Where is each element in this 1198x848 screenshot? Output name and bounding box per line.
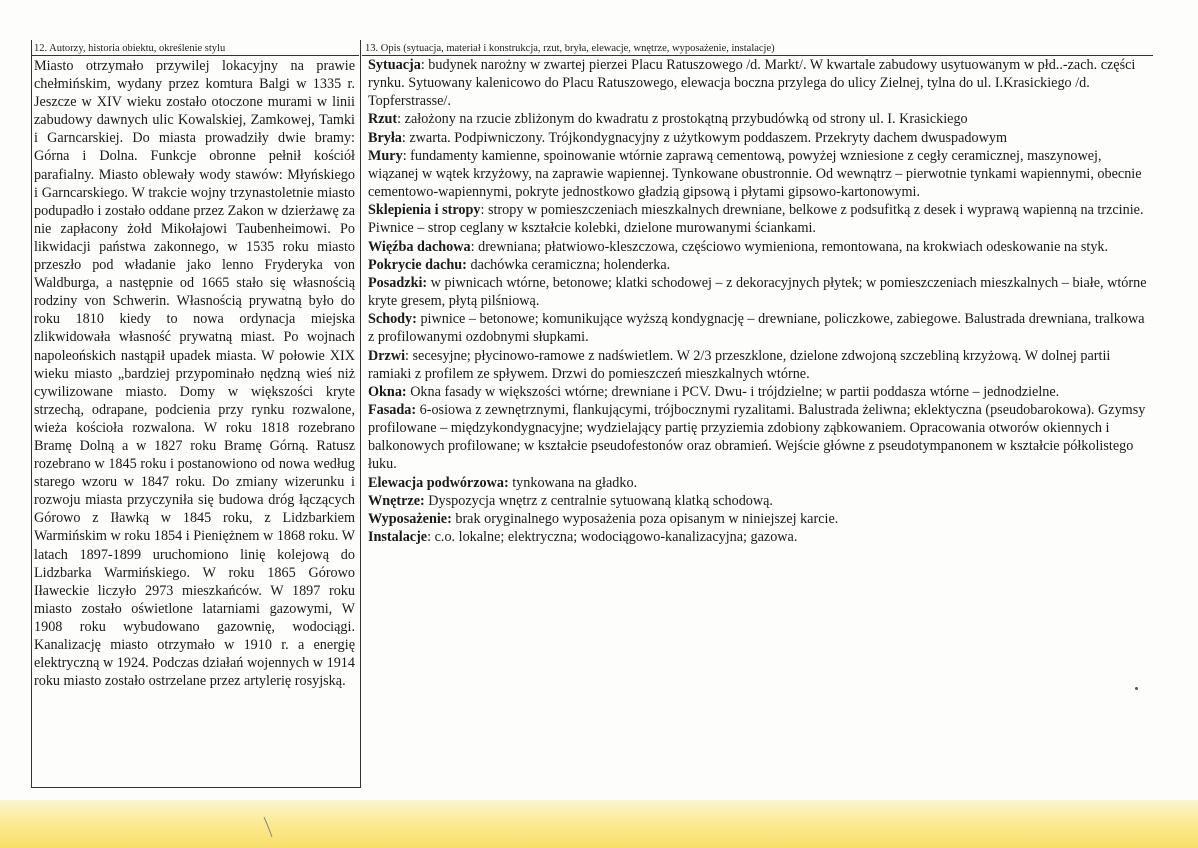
entry-label: Schody: bbox=[368, 311, 417, 328]
entry-label: Fasada: bbox=[368, 401, 417, 418]
entry-text: : c.o. lokalne; elektryczna; wodociągowo-kanalizacyjna; gazowa. bbox=[427, 529, 798, 546]
description-entry bbox=[368, 474, 1151, 492]
building-description bbox=[368, 56, 1151, 546]
entry-text: : stropy w pomieszczeniach mieszkalnych drewniane, belkowe z podsufitką z desek i wyprawą wapienną na trzcinie. Piwnice – strop ceglany w kształcie kolebki, dzielone murowanymi ściankami. bbox=[368, 202, 1144, 237]
entry-text: : fundamenty kamienne, spoinowanie wtórnie zaprawą cementową, powyżej wzniesione z cegły ceramicznej, maszynowej, wiązanej w wątek krzyżowy, na zaprawie wapiennej. Tynkowane obustronnie. Od wewnątrz – pierwotnie tynkami wapiennymi, obecnie cementowo-wapiennymi, pokryte jednostkowo gładzią gipsową i płytami gipsowo-kartonowymi. bbox=[368, 147, 1142, 201]
description-entry bbox=[368, 310, 1151, 346]
entry-text: 6-osiowa z zewnętrznymi, flankującymi, trójbocznymi ryzalitami. Balustrada żeliwna; eklektyczna (pseudobarokowa). Gzymsy profilowane – międzykondygnacyjne; wydzielający partię przyziemia zdobiony ząbkowaniem. Opracowania otworów okiennych i balkonowych profilowane; w kształcie pseudofestonów oraz obramień. Wejście główne z pseudotympanonem w kształcie półkolistego łuku. bbox=[368, 401, 1146, 473]
entry-label: Okna: bbox=[368, 383, 407, 400]
scan-edge-band bbox=[0, 800, 1198, 848]
description-entry bbox=[368, 510, 1151, 528]
speck bbox=[1135, 687, 1138, 690]
description-entry bbox=[368, 383, 1151, 401]
description-entry bbox=[368, 56, 1151, 110]
entry-text: dachówka ceramiczna; holenderka. bbox=[466, 256, 671, 273]
entry-text: Okna fasady w większości wtórne; drewniane i PCV. Dwu- i trójdzielne; w partii poddasza wtórne – jednodzielne. bbox=[406, 383, 1060, 400]
entry-text: piwnice – betonowe; komunikujące wyższą kondygnację – drewniane, policzkowe, zabiegowe. Balustrada drewniana, tralkowa z profilowanymi ozdobnymi słupkami. bbox=[368, 311, 1145, 346]
description-entry bbox=[368, 401, 1151, 474]
header-rule-left bbox=[31, 55, 359, 56]
entry-label: Rzut bbox=[368, 111, 398, 128]
entry-text: : secesyjne; płycinowo-ramowe z nadświetlem. W 2/3 przeszklone, dzielone zdwojoną szczebliną krzyżową. W dolnej partii ramiaki z profilem ze spływem. Drzwi do pomieszczeń mieszkalnych wtórne. bbox=[368, 347, 1111, 382]
entry-label: Sklepienia i stropy bbox=[368, 202, 481, 219]
entry-label: Wnętrze: bbox=[368, 492, 425, 509]
entry-label: Instalacje bbox=[368, 529, 428, 546]
entry-text: w piwnicach wtórne, betonowe; klatki schodowej – z dekoracyjnych płytek; w pomieszczeniach mieszkalnych – białe, wtórne kryte gresem, płytą pilśniową. bbox=[368, 274, 1147, 310]
entry-label: Mury bbox=[368, 147, 403, 164]
entry-label: Posadzki: bbox=[368, 274, 428, 291]
column-divider bbox=[360, 40, 361, 788]
column-border-left bbox=[31, 40, 32, 788]
description-entry bbox=[368, 492, 1151, 510]
section-12-header: 12. Autorzy, historia obiektu, określenie stylu bbox=[34, 43, 226, 54]
description-entry bbox=[368, 528, 1151, 546]
pencil-mark bbox=[262, 816, 274, 838]
entry-text: : zwarta. Podpiwniczony. Trójkondygnacyjny z użytkowym poddaszem. Przekryty dachem dwuspadowym bbox=[401, 129, 1007, 146]
entry-text: : założony na rzucie zbliżonym do kwadratu z prostokątną przybudówką od strony ul. I. Krasickiego bbox=[397, 111, 968, 128]
entry-label: Wyposażenie: bbox=[368, 510, 452, 527]
entry-text: : budynek narożny w zwartej pierzei Placu Ratuszowego /d. Markt/. W kwartale zabudowy usytuowanym w płd..-zach. części rynku. Sytuowany kalenicowo do Placu Ratuszowego, elewacja boczna przylega do ulicy Zielnej, tylna do ul. I.Krasickiego /d. Topferstrasse/. bbox=[368, 57, 1136, 110]
entry-text: tynkowana na gładko. bbox=[508, 474, 638, 491]
entry-label: Elewacja podwórzowa: bbox=[368, 474, 509, 491]
description-entry bbox=[368, 201, 1151, 237]
section-13-header: 13. Opis (sytuacja, materiał i konstrukcja, rzut, bryła, elewacje, wnętrze, wyposażenie, instalacje) bbox=[365, 43, 775, 54]
description-entry bbox=[368, 274, 1151, 310]
description-entry bbox=[368, 347, 1151, 383]
description-entry bbox=[368, 238, 1151, 256]
entry-text: Dyspozycja wnętrz z centralnie sytuowaną klatką schodową. bbox=[424, 492, 773, 509]
entry-text: brak oryginalnego wyposażenia poza opisanym w niniejszej karcie. bbox=[451, 510, 839, 527]
history-text: Miasto otrzymało przywilej lokacyjny na prawie chełmińskim, wydany przez komtura Balgi w 1335 r. Jeszcze w XIV wieku zostało otoczone murami w linii zabudowy dawnych ulic Kowalskiej, Zamkowej, Tamki i Garncarskiej. Do miasta prowadziły dwie bramy: Górna i Dolna. Funkcje obronne pełnił kościół parafialny. Miasto oblewały wody stawów: Młyńskiego i Garncarskiego. W trakcie wojny trzynastoletnie miasto podupadło i zostało oddane przez Zakon w dzierżawę za nie zapłacony żołd Mikołajowi Taubenheimowi. Po likwidacji państwa zakonnego, w 1535 roku miasto przeszło pod władanie jako lenno Fryderyka von Waldburga, a następnie od 1665 stało się własnością rodziny von Schwerin. Własnością prywatną było do roku 1810 kiedy to nowa ordynacja miejska zlikwidowała własność prywatną miast. Po wojnach napoleońskich nastąpił upadek miasta. W połowie XIX wieku miasto „bardziej przypominało nędzną wieś niż cywilizowane miasto. Domy w większości kryte strzechą, odrapane, podcienia przy rynku rozwalone, wieża kościoła rozwalona. W roku 1818 rozebrano Bramę Dolną a w 1827 roku Bramę Górną. Ratusz rozebrano w 1845 roku i postanowiono od nowa według starego wzoru w 1847 roku. Do zmiany wizerunku i rozwoju miasta przyczyniła się budowa dróg łączących Górowo z Iławką w 1845 roku, z Lidzbarkiem Warmińskim w roku 1854 i Pieniężnem w 1868 roku. W latach 1897-1899 uruchomiono linię kolejową do Lidzbarka Warmińskiego. W roku 1865 Górowo Iławeckie liczyło 2973 mieszkańców. W 1897 roku miasto zostało oświetlone latarniami gazowymi, W 1908 roku wybudowano gazownię, wodociągi. Kanalizację miasto otrzymało w 1910 r. a energię elektryczną w 1924. Podczas działań wojennych w 1914 roku miasto zostało ostrzelane przez artylerię rosyjską. bbox=[34, 58, 355, 690]
entry-label: Bryła bbox=[368, 129, 402, 146]
entry-label: Drzwi bbox=[368, 347, 406, 364]
description-entry bbox=[368, 256, 1151, 274]
entry-label: Sytuacja bbox=[368, 57, 421, 73]
entry-text: : drewniana; płatwiowo-kleszczowa, częściowo wymieniona, remontowana, na krokwiach odeskowanie na styk. bbox=[470, 238, 1109, 255]
description-entry bbox=[368, 129, 1151, 147]
entry-label: Więźba dachowa bbox=[368, 238, 471, 255]
description-entry bbox=[368, 110, 1151, 128]
column-bottom-rule bbox=[31, 787, 360, 788]
entry-label: Pokrycie dachu: bbox=[368, 256, 467, 273]
description-entry bbox=[368, 147, 1151, 201]
